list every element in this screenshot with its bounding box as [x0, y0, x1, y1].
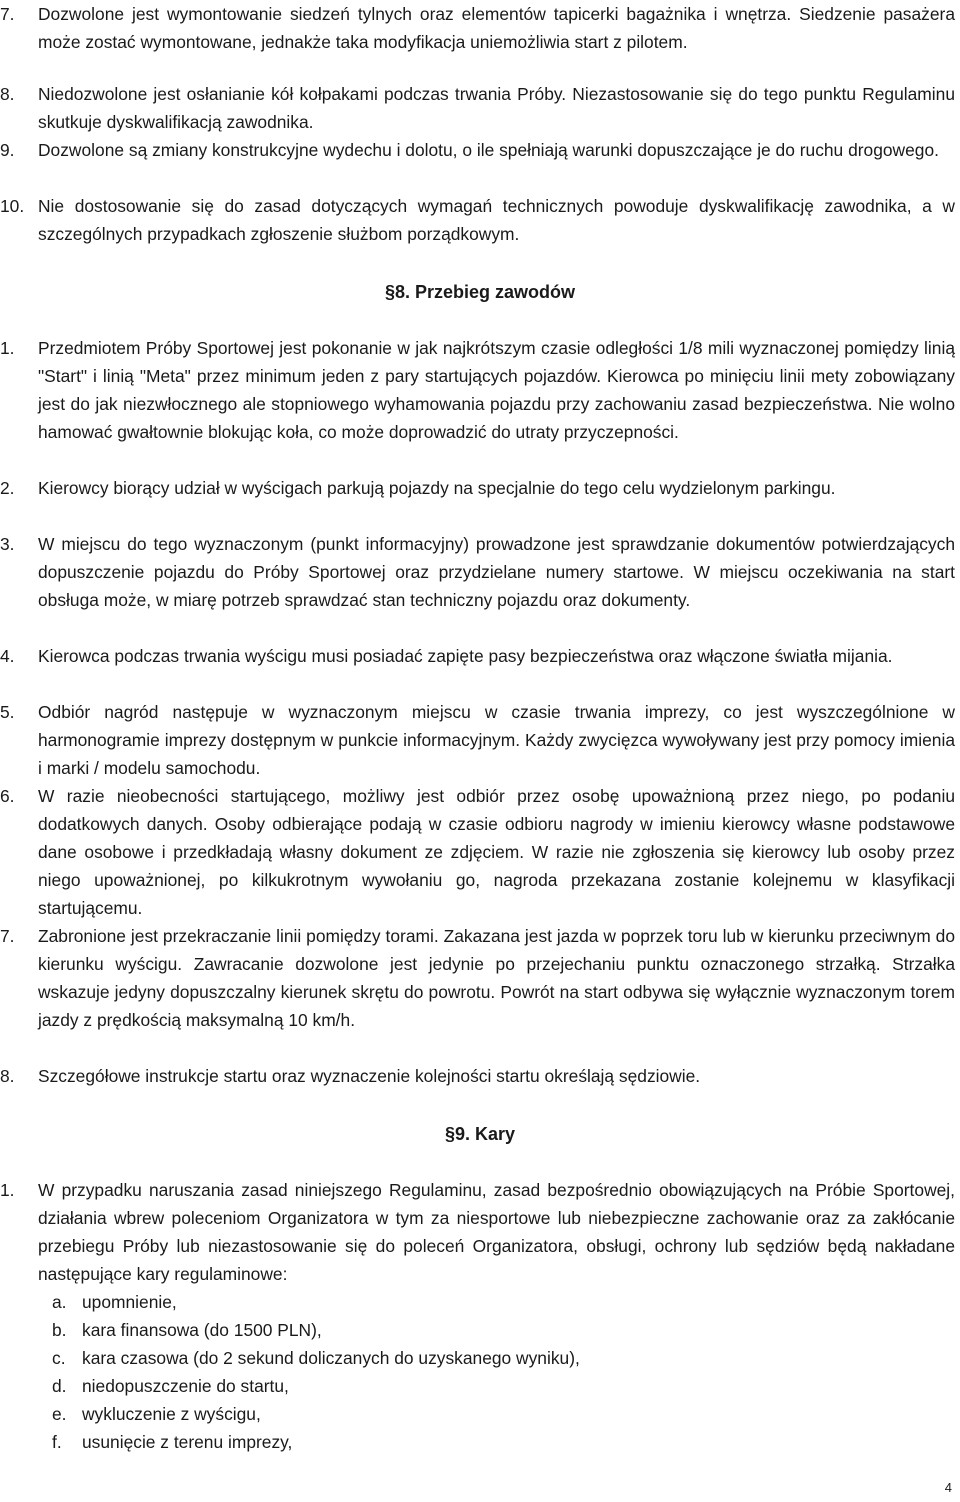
- list-item: [0, 922, 955, 1034]
- list-item: [0, 80, 955, 136]
- item-number: 3.: [0, 534, 15, 554]
- penalty-text: niedopuszczenie do startu,: [82, 1376, 289, 1396]
- item-number: 4.: [0, 646, 15, 666]
- penalty-item: [52, 1372, 852, 1400]
- list-item: [0, 474, 955, 502]
- list-item: [0, 642, 955, 670]
- penalty-letter: d.: [52, 1376, 67, 1396]
- penalty-text: kara finansowa (do 1500 PLN),: [82, 1320, 322, 1340]
- item-text: W miejscu do tego wyznaczonym (punkt informacyjny) prowadzone jest sprawdzanie dokumentów potwierdzających dopuszczenie pojazdu do Próby Sportowej oraz przydzielane numery startowe. W miejscu oczekiwania na start obsługa może, w miarę potrzeb sprawdzać stan techniczny pojazdu oraz dokumenty.: [38, 534, 955, 610]
- penalty-text: kara czasowa (do 2 sekund doliczanych do uzyskanego wyniku),: [82, 1348, 580, 1368]
- list-item: [0, 1062, 955, 1090]
- item-number: 7.: [0, 926, 15, 946]
- item-text: Niedozwolone jest osłanianie kół kołpakami podczas trwania Próby. Niezastosowanie się do tego punktu Regulaminu skutkuje dyskwalifikacją zawodnika.: [38, 84, 955, 132]
- penalty-item: [52, 1316, 852, 1344]
- item-text: Nie dostosowanie się do zasad dotyczących wymagań technicznych powoduje dyskwalifikację zawodnika, a w szczególnych przypadkach zgłoszenie służbom porządkowym.: [38, 196, 955, 244]
- penalty-letter: c.: [52, 1348, 66, 1368]
- list-item: [0, 782, 955, 922]
- penalty-letter: b.: [52, 1320, 67, 1340]
- section-heading: §8. Przebieg zawodów: [384, 282, 576, 302]
- item-text: W razie nieobecności startującego, możliwy jest odbiór przez osobę upoważnioną przez niego, po podaniu dodatkowych danych. Osoby odbierające podają w czasie odbioru nagrody w imieniu kierowcy własne podstawowe dane osobowe i przedkładają własny dokument ze zdjęciem. W razie nie zgłoszenia się kierowcy lub osoby przez niego upoważnionej, po kilkukrotnym wywołaniu go, nagroda przekazana zostanie kolejnemu w klasyfikacji startującemu.: [38, 786, 955, 918]
- list-item: [0, 1176, 955, 1288]
- item-text: Dozwolone są zmiany konstrukcyjne wydechu i dolotu, o ile spełniają warunki dopuszczające je do ruchu drogowego.: [38, 140, 939, 160]
- item-number: 5.: [0, 702, 15, 722]
- item-number: 7.: [0, 4, 15, 24]
- penalty-letter: a.: [52, 1292, 67, 1312]
- item-text: Kierowcy biorący udział w wyścigach parkują pojazdy na specjalnie do tego celu wydzielonym parkingu.: [38, 478, 836, 498]
- penalty-letter: e.: [52, 1404, 67, 1424]
- list-item: [0, 192, 955, 248]
- item-number: 1.: [0, 338, 15, 358]
- item-text: Kierowca podczas trwania wyścigu musi posiadać zapięte pasy bezpieczeństwa oraz włączone światła mijania.: [38, 646, 893, 666]
- page-number: 4: [944, 1480, 952, 1495]
- list-item: [0, 136, 955, 164]
- list-item: [0, 530, 955, 614]
- penalty-letter: f.: [52, 1432, 62, 1452]
- penalty-item: [52, 1428, 852, 1456]
- section-heading: §9. Kary: [444, 1124, 516, 1144]
- penalty-text: usunięcie z terenu imprezy,: [82, 1432, 293, 1452]
- item-text: Odbiór nagród następuje w wyznaczonym miejscu w czasie trwania imprezy, co jest wyszczególnione w harmonogramie imprezy dostępnym w punkcie informacyjnym. Każdy zwycięzca wywoływany jest przy pomocy imienia i marki / modelu samochodu.: [38, 702, 955, 778]
- penalty-item: [52, 1400, 852, 1428]
- list-item: [0, 0, 955, 56]
- item-number: 8.: [0, 1066, 15, 1086]
- item-text: Dozwolone jest wymontowanie siedzeń tylnych oraz elementów tapicerki bagażnika i wnętrza. Siedzenie pasażera może zostać wymontowane, jednakże taka modyfikacja uniemożliwia start z pilotem.: [38, 4, 955, 52]
- item-number: 10.: [0, 196, 25, 216]
- item-number: 2.: [0, 478, 15, 498]
- item-text: Zabronione jest przekraczanie linii pomiędzy torami. Zakazana jest jazda w poprzek toru lub w kierunku przeciwnym do kierunku wyścigu. Zawracanie dozwolone jest jedynie po przejechaniu punktu oznaczonego strzałką. Strzałka wskazuje jedyny dopuszczalny kierunek skrętu do powrotu. Powrót na start odbywa się wyłącznie wyznaczonym torem jazdy z prędkością maksymalną 10 km/h.: [38, 926, 955, 1030]
- penalty-item: [52, 1344, 852, 1372]
- item-number: 9.: [0, 140, 15, 160]
- penalty-item: [52, 1288, 852, 1316]
- penalty-text: wykluczenie z wyścigu,: [82, 1404, 261, 1424]
- item-text: Szczegółowe instrukcje startu oraz wyznaczenie kolejności startu określają sędziowie.: [38, 1066, 701, 1086]
- list-item: [0, 698, 955, 782]
- item-number: 6.: [0, 786, 15, 806]
- list-item: [0, 334, 955, 446]
- penalty-text: upomnienie,: [82, 1292, 177, 1312]
- item-text: W przypadku naruszania zasad niniejszego Regulaminu, zasad bezpośrednio obowiązujących na Próbie Sportowej, działania wbrew poleceniom Organizatora w tym za niesportowe lub niebezpieczne zachowanie oraz za zakłócanie przebiegu Próby lub niezastosowanie się do poleceń Organizatora, obsługi, ochrony lub sędziów będą nakładane następujące kary regulaminowe:: [38, 1180, 955, 1284]
- item-text: Przedmiotem Próby Sportowej jest pokonanie w jak najkrótszym czasie odległości 1/8 mili wyznaczonej pomiędzy linią "Start" i linią "Meta" przez minimum jeden z pary startujących pojazdów. Kierowca po minięciu linii mety zobowiązany jest do jak niezwłocznego ale stopniowego wyhamowania pojazdu przy zachowaniu zasad bezpieczeństwa. Nie wolno hamować gwałtownie blokując koła, co może doprowadzić do utraty przyczepności.: [38, 338, 955, 442]
- item-number: 1.: [0, 1180, 15, 1200]
- item-number: 8.: [0, 84, 15, 104]
